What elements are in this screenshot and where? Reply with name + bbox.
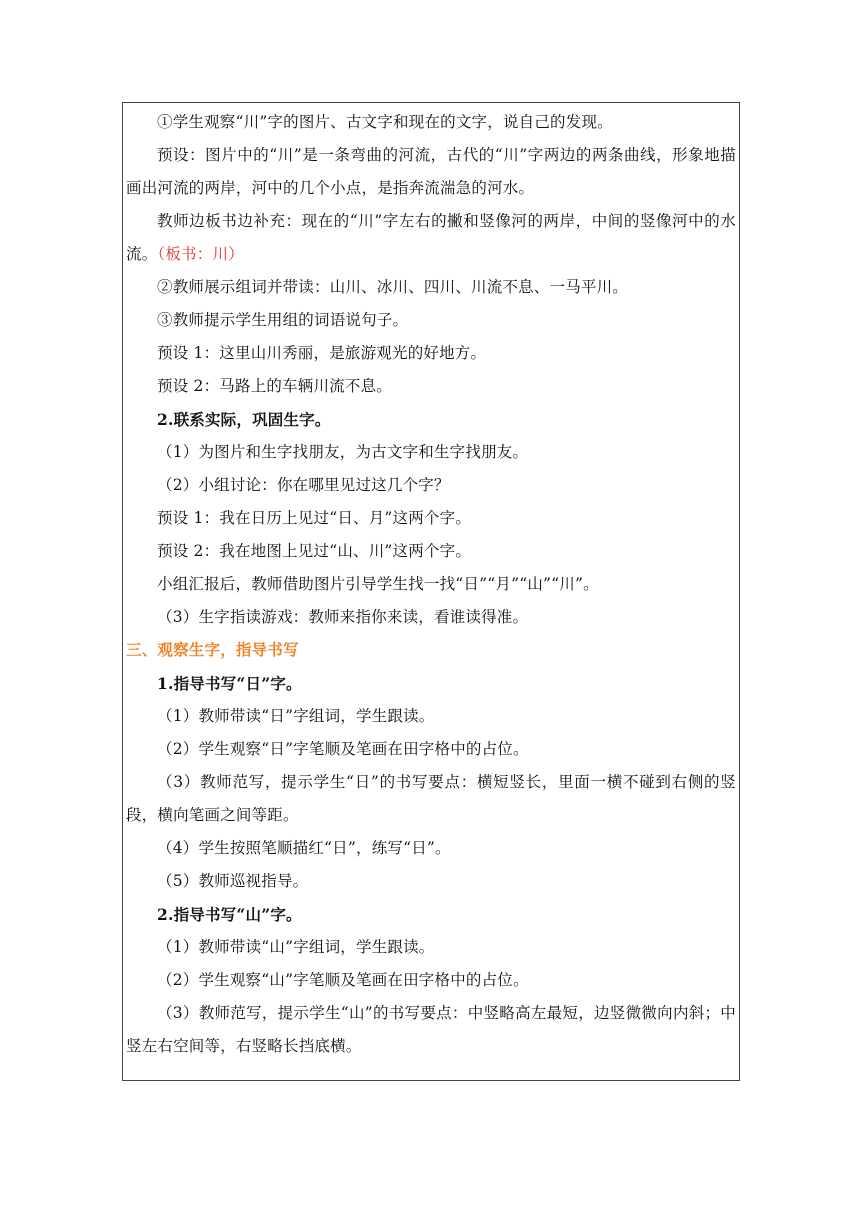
section-heading: 三、观察生字，指导书写 <box>126 641 299 659</box>
paragraph: 预设 1：我在日历上见过“日、月”这两个字。 <box>157 509 472 527</box>
blackboard-note: （板书：川） <box>157 245 244 263</box>
paragraph: （4）学生按照笔顺描红“日”，练写“日”。 <box>157 839 451 857</box>
paragraph: 预设 1：这里山川秀丽，是旅游观光的好地方。 <box>157 344 487 362</box>
subheading: 2.联系实际，巩固生字。 <box>157 410 331 429</box>
paragraph: ②教师展示组词并带读：山川、冰川、四川、川流不息、一马平川。 <box>157 278 629 296</box>
paragraph: （3）生字指读游戏：教师来指你来读，看谁读得准。 <box>157 608 529 626</box>
paragraph: （3）教师范写，提示学生“日”的书写要点：横短竖长，里面一横不碰到右侧的竖段，横向笔画之间等距。 <box>126 773 736 824</box>
paragraph: 小组汇报后，教师借助图片引导学生找一找“日”“月”“山”“川”。 <box>157 575 599 593</box>
paragraph: （5）教师巡视指导。 <box>157 872 309 890</box>
paragraph: （1）教师带读“日”字组词，学生跟读。 <box>157 707 435 725</box>
lesson-content <box>126 106 736 1063</box>
paragraph-text: 教师边板书边补充：现在的“川”字左右的撇和竖像河的两岸，中间的竖像河中的水流。 <box>126 212 736 263</box>
paragraph <box>126 205 736 271</box>
paragraph: （2）学生观察“日”字笔顺及笔画在田字格中的占位。 <box>157 740 529 758</box>
paragraph: （3）教师范写，提示学生“山”的书写要点：中竖略高左最短，边竖微微向内斜；中竖左右空间等，右竖略长挡底横。 <box>126 1004 736 1055</box>
paragraph: 预设 2：我在地图上见过“山、川”这两个字。 <box>157 542 472 560</box>
paragraph: （1）教师带读“山”字组词，学生跟读。 <box>157 938 435 956</box>
paragraph: 预设：图片中的“川”是一条弯曲的河流，古代的“川”字两边的两条曲线，形象地描画出河流的两岸，河中的几个小点，是指奔流湍急的河水。 <box>126 146 736 197</box>
paragraph: ③教师提示学生用组的词语说句子。 <box>157 311 409 329</box>
paragraph: （2）小组讨论：你在哪里见过这几个字？ <box>157 476 450 494</box>
paragraph: （2）学生观察“山”字笔顺及笔画在田字格中的占位。 <box>157 971 529 989</box>
subheading: 1.指导书写“日”字。 <box>157 674 302 693</box>
subheading: 2.指导书写“山”字。 <box>157 905 302 924</box>
paragraph: （1）为图片和生字找朋友，为古文字和生字找朋友。 <box>157 443 529 461</box>
paragraph: 预设 2：马路上的车辆川流不息。 <box>157 377 392 395</box>
paragraph: ①学生观察“川”字的图片、古文字和现在的文字，说自己的发现。 <box>157 113 613 131</box>
